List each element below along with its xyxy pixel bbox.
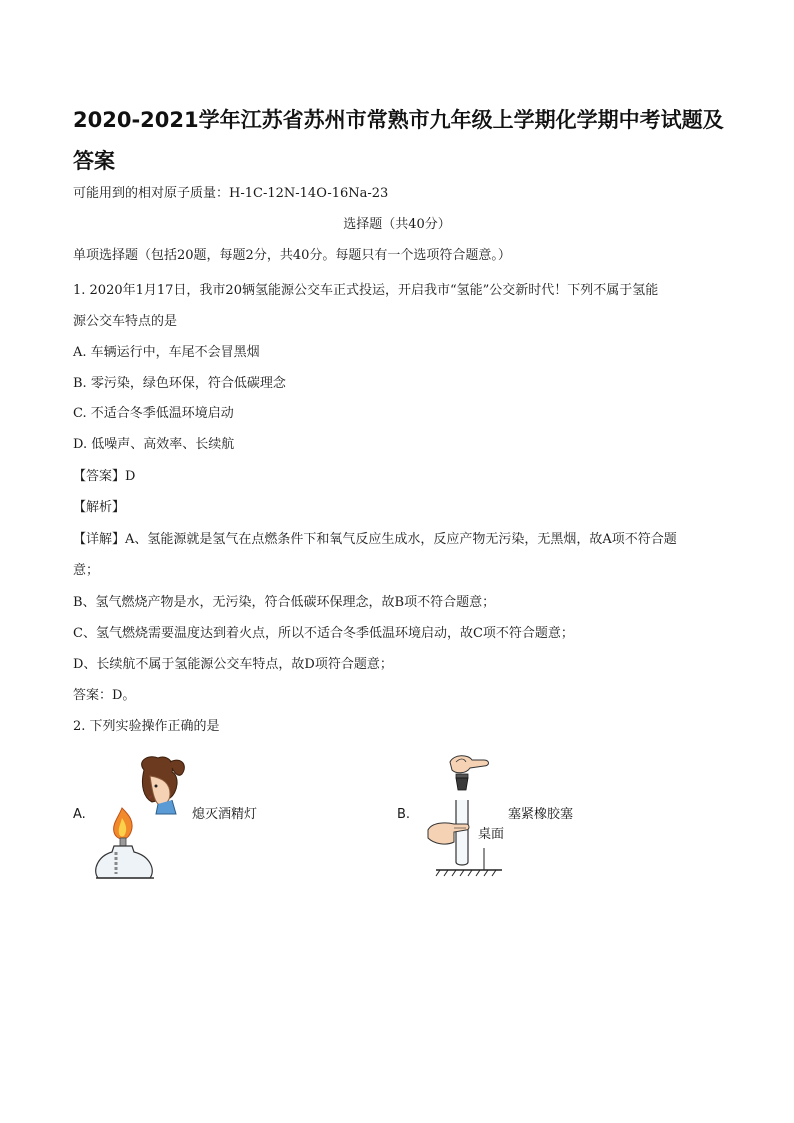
q1-stem-line1: 1. 2020年1月17日，我市20辆氢能源公交车正式投运，开启我市“氢能”公交新时代！下列不属于氢能 xyxy=(73,283,659,298)
q1-option-b: B. 零污染，绿色环保，符合低碳理念 xyxy=(73,376,286,391)
q1-detail-line1: 【详解】A、氢能源就是氢气在点燃条件下和氧气反应生成水，反应产物无污染，无黑烟，故A项不符合题 xyxy=(73,532,677,547)
q1-option-a: A. 车辆运行中，车尾不会冒黑烟 xyxy=(73,345,260,360)
inserting-rubber-stopper-illustration xyxy=(420,752,510,880)
q2-option-a-label: A. xyxy=(73,807,86,822)
q2-option-b-inner-label: 桌面 xyxy=(478,827,505,842)
q1-analysis-label: 【解析】 xyxy=(73,500,126,515)
q2-option-a-caption: 熄灭酒精灯 xyxy=(192,807,258,822)
q1-final-answer: 答案：D。 xyxy=(73,688,136,703)
q1-answer: 【答案】D xyxy=(73,469,136,484)
q1-option-c: C. 不适合冬季低温环境启动 xyxy=(73,406,234,421)
q1-detail-b: B、氢气燃烧产物是水，无污染，符合低碳环保理念，故B项不符合题意； xyxy=(73,595,496,610)
atomic-masses: 可能用到的相对原子质量：H-1C-12N-14O-16Na-23 xyxy=(73,186,389,201)
q1-detail-d: D、长续航不属于氢能源公交车特点，故D项符合题意； xyxy=(73,657,393,672)
q1-option-d: D. 低噪声、高效率、长续航 xyxy=(73,437,235,452)
section-instructions: 单项选择题（包括20题，每题2分，共40分。每题只有一个选项符合题意。） xyxy=(73,248,511,263)
q1-detail-line2: 意； xyxy=(73,563,100,578)
q2-option-b-label: B. xyxy=(397,807,411,822)
q1-stem-line2: 源公交车特点的是 xyxy=(73,314,178,329)
page-title: 2020-2021学年江苏省苏州市常熟市九年级上学期化学期中考试题及答案 xyxy=(73,108,724,173)
q2-option-b-caption: 塞紧橡胶塞 xyxy=(508,807,574,822)
section-heading: 选择题（共40分） xyxy=(343,217,451,232)
q2-stem: 2. 下列实验操作正确的是 xyxy=(73,719,220,734)
q1-detail-c: C、氢气燃烧需要温度达到着火点，所以不适合冬季低温环境启动，故C项不符合题意； xyxy=(73,626,574,641)
blowing-out-alcohol-lamp-illustration xyxy=(92,752,192,884)
